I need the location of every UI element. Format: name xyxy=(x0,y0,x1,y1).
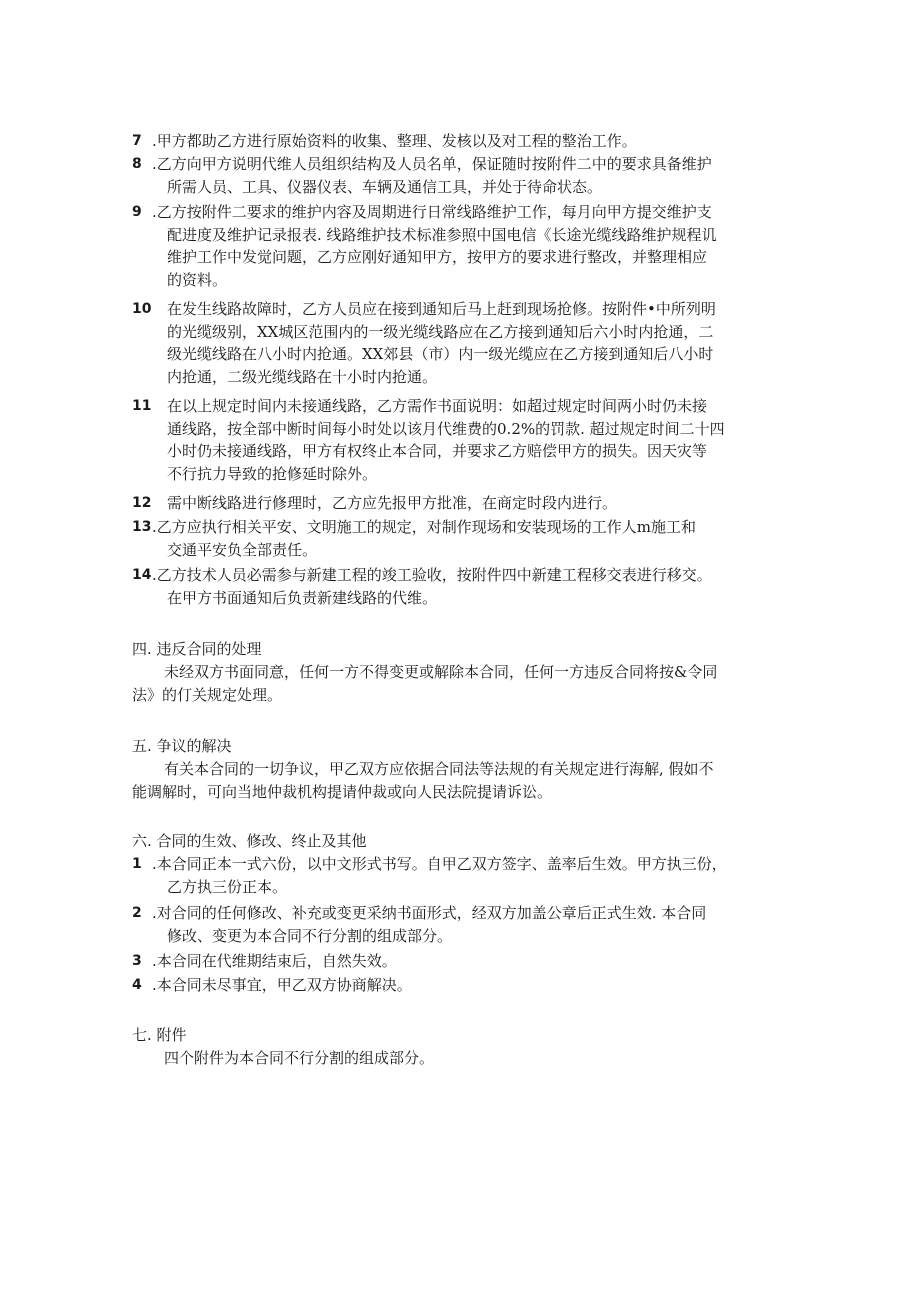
item-number: 1 xyxy=(132,856,142,872)
list-item-11 xyxy=(132,395,792,485)
paragraph-line: 有关本合同的一切争议，甲乙双方应依据合同法等法规的有关规定进行海解, 假如不 xyxy=(164,760,714,778)
item-number: 3 xyxy=(132,953,142,969)
list-item-6-1 xyxy=(132,853,792,898)
item-number: 12 xyxy=(132,495,152,511)
item-number: 4 xyxy=(132,977,142,993)
list-item-12 xyxy=(132,492,792,515)
list-item-7 xyxy=(132,130,792,153)
paragraph-line: 四个附件为本合同不行分割的组成部分。 xyxy=(164,1049,435,1067)
item-text: 内抢通，二级光缆线路在十小时内抢通。 xyxy=(167,367,438,386)
section-heading-6: 六. 合同的生效、修改、终止及其他 xyxy=(132,832,367,850)
item-text: 级光缆线路在八小时内抢通。XX郊县（市）内一级光缆应在乙方接到通知后八小时 xyxy=(167,345,714,363)
item-text: 在发生线路故障时，乙方人员应在接到通知后马上赶到现场抢修。按附件•中所列明 xyxy=(167,300,716,318)
item-number: 11 xyxy=(132,398,152,414)
list-item-6-3 xyxy=(132,950,792,973)
list-item-6-4 xyxy=(132,974,792,997)
item-text: 不行抗力导致的抢修延时除外。 xyxy=(167,464,378,483)
item-text: 在甲方书面通知后负责新建线路的代维。 xyxy=(167,588,438,607)
item-text: 修改、变更为本合同不行分割的组成部分。 xyxy=(167,926,453,945)
paragraph-line: 能调解时，可向当地仲裁机构提请仲裁或向人民法院提请诉讼。 xyxy=(132,782,553,801)
section-paragraph-4 xyxy=(132,661,792,706)
item-number: 10 xyxy=(132,301,152,317)
item-text: 需中断线路进行修理时，乙方应先报甲方批准，在商定时段内进行。 xyxy=(167,494,618,512)
item-text: .甲方都助乙方进行原始资料的收集、整理、发核以及对工程的整治工作。 xyxy=(152,132,637,150)
item-text: .本合同正本一式六份，以中文形式书写。自甲乙双方签字、盖率后生效。甲方执三份， xyxy=(152,855,727,873)
section-paragraph-7 xyxy=(132,1047,792,1070)
item-text: 通线路，按全部中断时间每小时处以该月代维费的0.2%的罚款. 超过规定时间二十四 xyxy=(167,419,725,438)
item-number: 13 xyxy=(132,519,152,535)
list-item-14 xyxy=(132,564,792,609)
item-number: 2 xyxy=(132,905,142,921)
section-heading-5: 五. 争议的解决 xyxy=(132,737,232,755)
item-text: 配进度及维护记录报表. 线路维护技术标准参照中国电信《长途光缆线路维护规程讥 xyxy=(167,225,717,244)
section-paragraph-5 xyxy=(132,758,792,803)
item-text: .乙方应执行相关平安、文明施工的规定，对制作现场和安装现场的工作人m施工和 xyxy=(152,518,696,536)
item-text: 交通平安负全部责任。 xyxy=(167,540,318,559)
item-text: .乙方技术人员必需参与新建工程的竣工验收，按附件四中新建工程移交表进行移交。 xyxy=(152,566,712,584)
item-text: .乙方向甲方说明代维人员组织结构及人员名单，保证随时按附件二中的要求具备维护 xyxy=(152,155,712,173)
paragraph-line: 法》的仃关规定处理。 xyxy=(132,685,283,704)
item-text: .本合同在代维期结束后，自然失效。 xyxy=(152,952,397,970)
item-text: 维护工作中发觉问题，乙方应刚好通知甲方，按甲方的要求进行整改，并整理相应 xyxy=(167,248,708,266)
item-text: 乙方执三份正本。 xyxy=(167,877,288,896)
item-text: .对合同的任何修改、补充或变更采纳书面形式，经双方加盖公章后正式生效. 本合同 xyxy=(152,904,707,922)
item-text: 所需人员、工具、仪器仪表、车辆及通信工具，并处于待命状态。 xyxy=(167,177,603,196)
item-number: 14 xyxy=(132,567,152,583)
list-item-8 xyxy=(132,153,792,198)
paragraph-line: 未经双方书面同意，任何一方不得变更或解除本合同，任何一方违反合同将按&令同 xyxy=(164,663,718,681)
section-heading-7: 七. 附件 xyxy=(132,1026,187,1044)
item-text: 的光缆级别，XX城区范围内的一级光缆线路应在乙方接到通知后六小时内抢通，二 xyxy=(167,322,714,341)
item-text: 的资料。 xyxy=(167,270,228,289)
section-heading-4: 四. 违反合同的处理 xyxy=(132,640,262,658)
item-text: 在以上规定时间内未接通线路，乙方需作书面说明：如超过规定时间两小时仍未接 xyxy=(167,397,708,415)
list-item-13 xyxy=(132,516,792,561)
item-text: 小时仍未接通线路，甲方有权终止本合同，并要求乙方赔偿甲方的损失。因天灾等 xyxy=(167,442,708,460)
item-text: .本合同未尽事宜，甲乙双方协商解决。 xyxy=(152,976,412,994)
item-text: .乙方按附件二要求的维护内容及周期进行日常线路维护工作，每月向甲方提交维护支 xyxy=(152,203,712,221)
list-item-10 xyxy=(132,298,792,388)
list-item-6-2 xyxy=(132,902,792,947)
item-number: 7 xyxy=(132,133,142,149)
item-number: 8 xyxy=(132,156,142,172)
list-item-9 xyxy=(132,201,792,291)
item-number: 9 xyxy=(132,204,142,220)
